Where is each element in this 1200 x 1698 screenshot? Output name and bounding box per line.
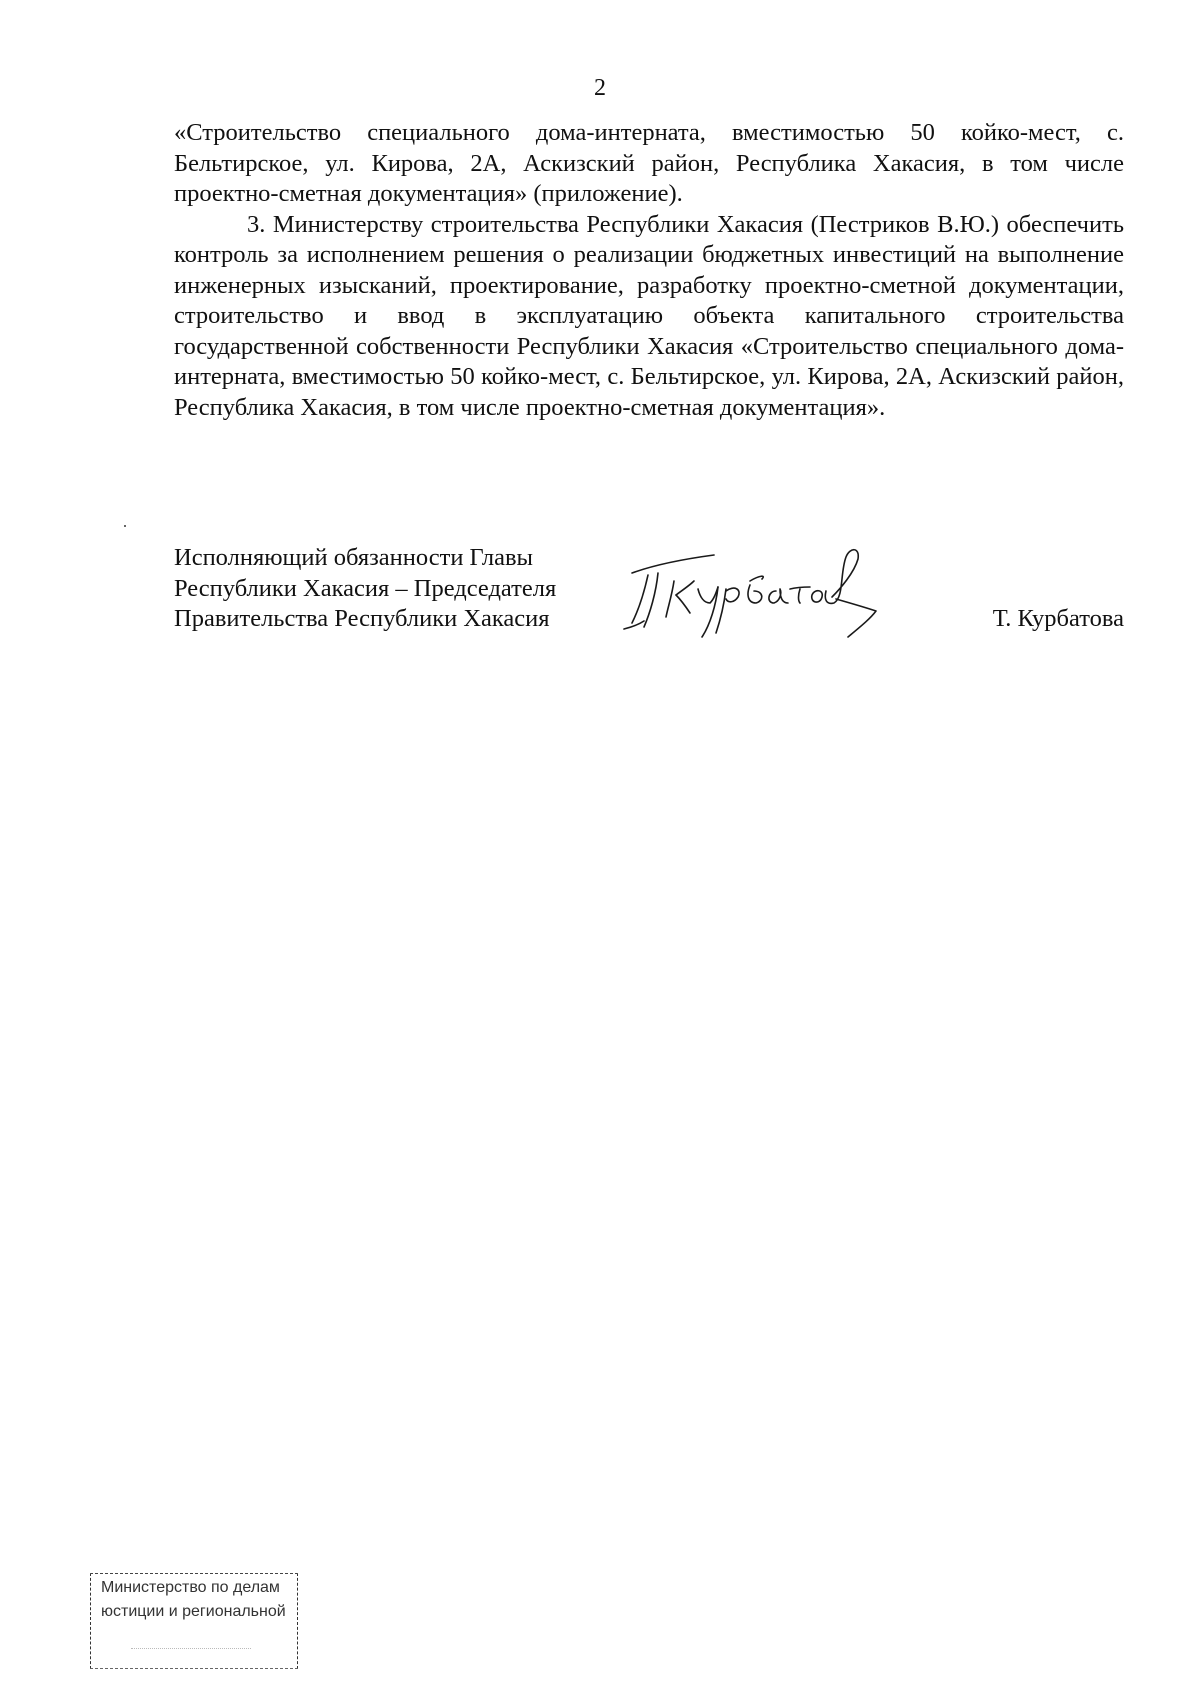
document-body (174, 118, 1124, 423)
signer-name: Т. Курбатова (992, 605, 1124, 632)
stamp-line: Министерство по делам (101, 1579, 280, 1596)
signer-title-line: Правительства Республики Хакасия (174, 605, 550, 632)
paragraph-continued: «Строительство специального дома-интерната, вместимостью 50 койко-мест, с. Бельтирское, ул. Кирова, 2А, Аскизский район, Республика Хакасия, в том числе проектно-сметная документация» (приложение). (174, 119, 1124, 207)
signer-title-line: Исполняющий обязанности Главы (174, 544, 534, 571)
registration-stamp (90, 1573, 298, 1669)
signature-block (174, 543, 1124, 653)
signer-title-line: Республики Хакасия – Председателя (174, 574, 557, 602)
stamp-line: юстиции и региональной (101, 1603, 286, 1620)
page-number: 2 (594, 75, 606, 101)
scan-speck (124, 525, 126, 527)
signer-title (174, 543, 556, 635)
paragraph-3: 3. Министерству строительства Республики Хакасия (Пестриков В.Ю.) обеспечить контроль за исполнением решения о реализации бюджетных инвестиций на выполнение инженерных изысканий, проектирование, разработку проектно-сметной документации, строительство и ввод в эксплуатацию объекта капитального строительства государственной собственности Республики Хакасия «Строительство специального дома-интерната, вместимостью 50 койко-мест, с. Бельтирское, ул. Кирова, 2А, Аскизский район, Республика Хакасия, в том числе проектно-сметная документация». (174, 210, 1124, 421)
stamp-faded-line (131, 1628, 251, 1649)
handwritten-signature (614, 533, 894, 648)
